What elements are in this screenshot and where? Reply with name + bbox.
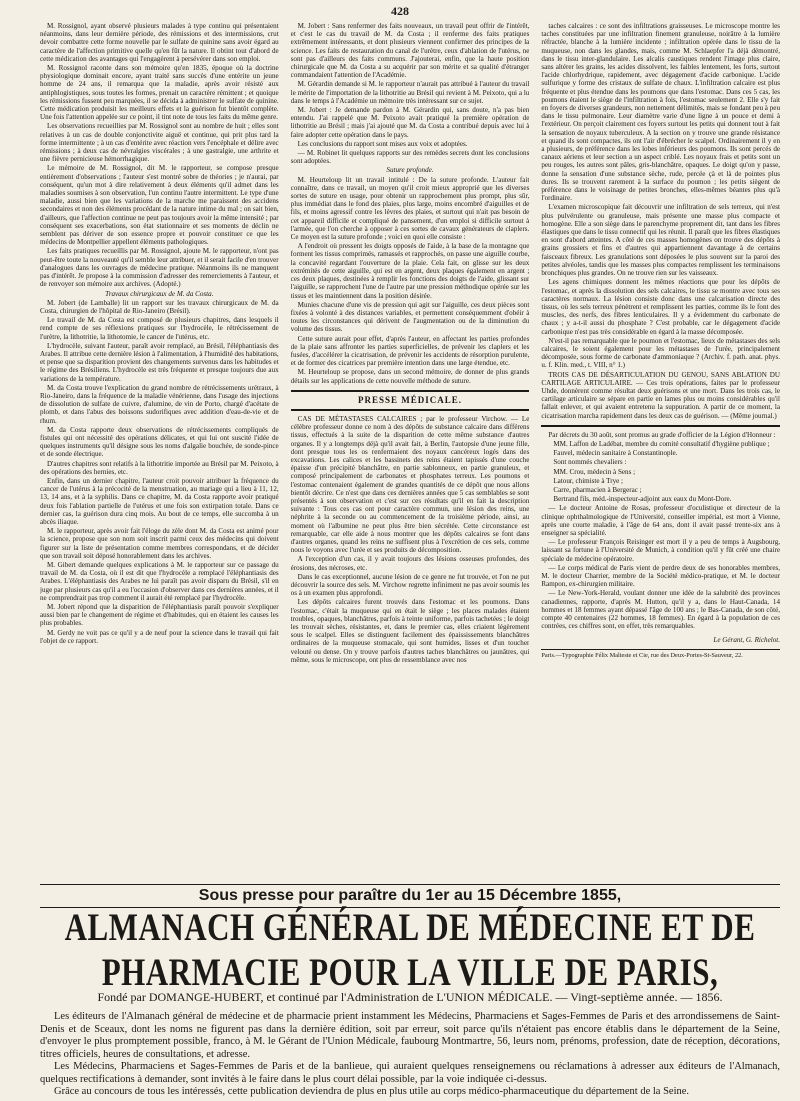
paragraph: CAS DE MÉTASTASES CALCAIRES ; par le professeur Virchow. — Le célèbre professeur donne ce nom à des dépôts de substance calcaire dans différens tissus, effectués à la suite de la disparition de cette même substance d'autres organes. Il y a longtemps déjà qu'il avait fait, à Berlin, l'autopsie d'une jeune fille, dont presque tous les os renfermaient des noyaux cancéreux logés dans des excavations. Les calices et les bassinets des reins étaient tapissés d'une couche épaisse d'un précipité blanchâtre, en partie sablonneux, en partie granuleux, et composé principalement de carbonates et phosphates terreux. Les poumons et l'estomac contenaient également de grandes quantités de ce dépôt que nous allons bientôt décrire. Ce n'est que dans ces dernières années que 5 cas semblables se sont présentés à son observation et c'est sur ces résultats qu'il en fait la description suivante : Tous ces cas ont pour caractère commun, une lésion des reins, une néphrite à la seconde ou au commencement de la troisième période, ainsi, au moment où l'albumine ne peut plus être bien sécrétée. Cette circonstance est remarquable, car elle aide à nous montrer que les dépôts calcaires se font dans d'autres organes, quand les reins ne suffisent plus à l'excrétion de ces sels, comme nous le voyons avec l'urée et ses produits de décomposition. (290, 414, 530, 555)
news-item: — Le docteur Antoine de Rosas, professeur d'oculistique et directeur de la clinique ophthalmologique de l'Université, conseiller impérial, est mort à Vienne, après une courte maladie, à l'âge de 64 ans, dont il avait passé trente-six ans à enseigner sa spécialité. (541, 504, 781, 537)
signature: Le Gérant, G. Richelot. (713, 636, 781, 645)
ad-paragraph: Les Médecins, Pharmaciens et Sages-Femmes de Paris et de la banlieue, qui auraient quelques renseignemens ou réclamations à adresser aux éditeurs de l'Almanach, quelques rectifications à demander, sont invités à le faire dans le plus court délai possible, par la voie indiquée ci-dessus. (40, 1061, 780, 1085)
section-divider (541, 425, 780, 428)
paragraph: M. da Costa trouve l'explication du grand nombre de rétrécissements urétraux, à Rio-Janeiro, dans la fréquence de la maladie vénérienne, dans l'usage des injections de dissolution de sulfate de cuivre, d'alumine, de vin de Porto, chargé d'acétate de plomb, et dans l'abus des boissons sudorifiques avec addition d'eau-de-vie et de rhum. (40, 383, 279, 425)
section-divider (291, 390, 530, 393)
advertisement (40, 884, 780, 1099)
paragraph: Les dépôts calcaires furent trouvés dans l'estomac et les poumons. Dans l'estomac, c'était la muqueuse qui en était le siège ; les places malades étaient troubles, opaques, blanchâtres, parfois à teinte uniforme, parfois tachetées ; le doigt les trouvait sèches, résistantes, et, dans le premier cas, elles criaient légèrement sous le scalpel. Elles se distinguent facilement des épaississements blanchâtres ordinaires de la muqueuse stomacale, qui sont humides, lisses et d'un toucher velouté ou dense. On y trouve parfois d'autres taches blanchâtres ou jaunâtres, qui même, sous le microscope, ont plus de ressemblance avec nos (290, 598, 530, 664)
list-item: MM. Crou, médecin à Sens ; (553, 467, 636, 476)
paragraph: taches calcaires : ce sont des infiltrations graisseuses. Le microscope montre les taches constituées par une infiltration finement granuleuse, noirâtre à la lumière réfractée, blanche à la lumière incidente ; infiltration opérée dans le tissu de la muqueuse, non dans les glandes, mais, comme M. Schlaepfer l'a déjà démontré, dans le tissu inter-glandulaire. Les alcalis caustiques rendent l'image plus claire, sans altérer les grains, les acides dissolvent, les faibles lentement, les forts, surtout l'acide chlorhydrique, rapidement, avec dégagement d'acide carbonique. L'acide sulfurique y forme des cristaux de sulfate de chaux. L'infiltration calcaire est plus fréquente et plus étendue dans les poumons que dans l'estomac. Dans ces 5 cas, les poumons étaient le siège de l'infiltration à fois, l'estomac seulement 2. Elle s'y fait en foyers de diverses grandeurs, non nettement délimités, mais se fondant peu à peu dans le tissu pulmonaire. Leur diamètre varie d'une ligne à un pouce et demi à l'extérieur. On perçoit clairement ces foyers surtout les petits qui donnent tout à fait la sensation de noyaux tuberculeux. A la section on y trouve une grande résistance et quand ils sont compactes, ils ont l'air d'ébrécher le scalpel. Ordinairement il y en a plusieurs, de préférence dans les lobes inférieurs des poumons. Ils sont percés de canaux aériens et leur section a un aspect criblé. Les noyaux frais et petits sont un peu rouges, les autres sont pâles, gris-blanchâtre, opaques. Le doigt qu'on y passe, donne la sensation d'une substance sèche, rude, percée çà et là de pointes plus dures. Ils se trouvent rarement à la surface du poumon ; les petits siègent de préférence dans le voisinage de petites bronches, elles-mêmes béantes plus qu'à l'ordinaire. (541, 22, 781, 203)
imprint: Paris.—Typographie Félix Malteste et Cie, rue des Deux-Portes-St-Sauveur, 22. (541, 649, 780, 660)
list-item: MM. Laffon de Ladébat, membre du comité consultatif d'hygiène publique ; (553, 439, 770, 448)
paragraph: Munies chacune d'une vis de pression qui agit sur l'aiguille, ces deux pièces sont fixées à volonté à des distances variables, et permettent conséquemment d'obéir à toutes les circonstances qui dérivent de l'augmentation ou de la diminution du volume des tissus. (290, 300, 530, 334)
paragraph: D'autres chapitres sont relatifs à la lithotritie importée au Brésil par M. Peixoto, à des opérations des hernies, etc. (40, 459, 279, 476)
paragraph: M. Jobert : Je demande pardon à M. Gérardin qui, sans doute, n'a pas bien entendu. J'ai rappelé que M. Peixoto avait pratiqué la première opération de lithotritie au Brésil ; mais j'ai ajouté que M. da Costa a contribué depuis avec lui à faire adopter cette opération dans le pays. (290, 106, 530, 139)
page-number: 428 (391, 4, 409, 18)
paragraph: Cette suture aurait pour effet, d'après l'auteur, en affectant les parties profondes de la plaie sans affronter les parties superficielles, de prévenir les claplers et les fusées, d'accélérer la cicatrisation, de prévenir les accidents de résorption purulente, et de former des cicatrices par première intention dans une large étendue, etc. (290, 334, 530, 368)
section-heading: PRESSE MÉDICALE. (357, 394, 463, 405)
section-subtitle: Travaux chirurgicaux de M. da Costa. (105, 289, 214, 298)
ad-paragraph: Grâce au concours de tous les intéressés, cette publication deviendra de plus en plus utile au corps médico-pharmaceutique du département de la Seine. (54, 1086, 690, 1097)
paragraph: TROIS CAS DE DÉSARTICULATION DU GENOU, SANS ABLATION DU CARTILAGE ARTICULAIRE. — Ces trois opérations, faites par le professeur Uhde, donnèrent comme résultat deux guérisons et une mort. Dans les trois cas, le cartilage articulaire se sépare en partie en lames plus ou moins considérables qu'il fallait enlever, et qui avaient entretenu la suppuration. A partir de ce moment, la cicatrisation marcha rapidement dans les deux cas de guérison. — (Même journal.) (541, 370, 781, 420)
paragraph: M. Heurteloup lit un travail intitulé : De la suture profonde. L'auteur fait connaître, dans ce travail, un moyen qu'il croit mieux approprié que les diverses sortes de suture en usage, pour obtenir un rapprochement plus prompt, plus sûr, plus immédiat dans le fond des plaies, plus large, moins encombré d'aiguilles et de fils, et moins agressif contre les lèvres des plaies, et surtout qui n'ait pas besoin de cet appareil difficile et compliqué de pansement, d'un emploi si difficile surtout à l'armée, que l'on cherche à opposer à ces sortes de cavaux générateurs de claplers. Ce moyen est la suture profonde ; voici en quoi elle consiste : (290, 175, 530, 242)
list-item: Bertrand fils, méd.-inspecteur-adjoint aux eaux du Mont-Dore. (553, 495, 732, 504)
paragraph: M. Rossignol, ayant observé plusieurs malades à type continu qui présentaient néanmoins, dans leur dernière période, des rémissions et des intermissions, crut devoir combattre cette forme nouvelle par le sulfate de quinine sans avoir égard au caractère de l'affection primitive quelle qu'en fût la nature. Il obtint tout d'abord de cette médication des avantages qui l'engagèrent à persévérer dans son emploi. (40, 22, 279, 63)
paragraph: M. Gibert demande quelques explications à M. le rapporteur sur ce passage du travail de M. da Costa, où il est dit que l'hydrocèle a remplacé l'éléphantiasis des Arabes. L'éléphantiasis des Arabes ne lui paraît pas avoir disparu du Brésil, s'il en juge par plusieurs cas qu'il a eu l'occasion d'observer dans ces dernières années, et il ne comprendrait pas trop comment il aurait été remplacé par l'hydrocèle. (40, 561, 279, 602)
paragraph: Enfin, dans un dernier chapitre, l'auteur croit pouvoir attribuer la fréquence du cancer de l'utérus à la précocité de la menstruation, au mariage qui a lieu à 11, 12, 13, 14 ans, et à la syphilis. Dans ce chapitre, M. da Costa rapporte avoir pratiqué deux fois l'ablation partielle de l'utérus et une fois son extirpation totale. Dans ce dernier cas, la guérison dura cinq mois. Au bout de ce temps, elle succomba à un abcès iliaque. (40, 476, 279, 526)
paragraph: M. Gerdy ne voit pas ce qu'il y a de neuf pour la science dans le travail qui fait l'objet de ce rapport. (40, 628, 279, 645)
paragraph: — M. Robinet lit quelques rapports sur des remèdes secrets dont les conclusions sont adoptées. (290, 149, 530, 166)
decree-intro: Par décrets du 30 août, sont promus au grade d'officier de la Légion d'Honneur : (548, 430, 776, 439)
paragraph: M. Jobert répond que la disparition de l'éléphantiasis paraît pouvoir s'expliquer aussi bien par le changement de régime et d'habitudes, qui en étaient les causes les plus probables. (40, 603, 279, 628)
paragraph: M. Gérardin demande si M. le rapporteur n'aurait pas attribué à l'auteur du travail le mérite de l'importation de la lithotritie au Brésil qui revient à M. Peixoto, qui a lu dans le temps à l'Académie un mémoire très intéressant sur ce sujet. (290, 80, 530, 105)
paragraph: L'examen microscopique fait découvrir une infiltration de sels terreux, qui n'est plus pulvérulente ou granuleuse, mais présente une masse plus compacte et homogène. Elle a son siège dans le parenchyme proprement dit, tant dans les fibres élastiques que dans le tissu connectif qui les réunit. Il paraît que les fibres élastiques en sont d'abord atteintes. A côté de ces masses homogènes on trouve des dépôts à grains grossiers et fins et d'autres qui appartiennent davantage à de certains faisceaux fibreux. Les granulations sont déposées le plus souvent sur la paroi des petites alvéoles, tandis que les masses plus compactes remplissent les terminaisons bronchiques plus grandes. On ne trouve rien sur les vaisseaux. (541, 203, 781, 278)
column-3 (541, 22, 780, 877)
paragraph: M. le rapporteur, après avoir fait l'éloge du zèle dont M. da Costa est animé pour la science, propose que son nom soit inscrit parmi ceux des médecins qui doivent figurer sur la liste de présentation comme membres correspondans, et de décider que son travail soit déposé honorablement dans les archives. (40, 527, 279, 560)
section-divider (291, 409, 530, 412)
paragraph: Le mémoire de M. Rossignol, dit M. le rapporteur, se compose presque entièrement d'observations ; l'auteur s'est montré sobre de théories ; je n'aurai, par conséquent, qu'un mot à dire relativement à deux éléments qu'il admet dans les maladies soumises à son observation, l'un continu l'autre intermittent. Le type d'une maladie, aussi bien que les variations de la marche me paraissent des accidens secondaires et non des éléments procédant de la nature intime du mal ; on sait bien, d'ailleurs, que l'affection continue ne peut pas toujours avoir la même intensité ; par conséquent ses exacerbations, son état stationnaire et ses moments de déclin ne semblent pas dériver de son essence propre et pouvoir constituer ce que les médecins de Montpellier appellent éléments pathologiques. (40, 164, 279, 247)
paragraph: A l'exception d'un cas, il y avait toujours des lésions osseuses profondes, des érosions, des nécroses, etc. (290, 555, 530, 572)
paragraph: M. Heurteloup se propose, dans un second mémoire, de donner de plus grands détails sur les applications de cette nouvelle méthode de suture. (290, 368, 530, 385)
ad-title: ALMANACH GÉNÉRAL DE MÉDECINE ET DE PHARMACIE POUR LA VILLE DE PARIS, (64, 905, 756, 994)
paragraph: Le travail de M. da Costa est composé de plusieurs chapitres, dans lesquels il rend compte de ses réflexions pratiques sur l'hydrocèle, le rétrécissement de l'urètre, la lithotritie, la lithotomie, le cancer de l'utérus, etc. (40, 316, 279, 341)
ad-banner: Sous presse pour paraître du 1er au 15 Décembre 1855, (40, 884, 780, 908)
article-columns (40, 22, 780, 877)
paragraph: M. da Costa rapporte deux observations de rétrécissements compliqués de fistules qui ont nécessité des opérations délicates, et qui lui ont suscité l'idée de quelques instruments qu'il désigne sous les noms d'algalie bouchée, de sonde-pince et de sonde électrique. (40, 425, 279, 459)
paragraph: Les agens chimiques donnent les mêmes réactions que pour les dépôts de l'estomac, et après la dissolution des sels calcaires, le tissu se montre avec tous ses caractères normaux. La lésion consiste donc dans une calcarisation directe des tissus, où les sels terreux pénètrent et remplissent les parties, comme ils le font des muscles, des nerfs, des fibres lenticulaires. Il y a évidemment du carbonate de chaux ; y a-t-il aussi du phosphate ? C'est probable, car le dégagement d'acide carbonique n'est pas très considérable en égard à la masse décomposée. (541, 278, 781, 336)
paragraph: N'est-il pas remarquable que le poumon et l'estomac, lieux de métastases des sels calcaires, le soient également pour les métastases de l'urée, principalement décomposée, sous forme de carbonate d'ammoniaque ? (Archiv. f. path. anat. phys. u. f. Klin. med., t. VIII, n° 1.) (541, 336, 781, 370)
paragraph: M. Rossignol raconte dans son mémoire qu'en 1835, époque où la doctrine physiologique dominait encore, ayant traité sans succès d'une entérite un jeune homme de 24 ans, il remarqua que la maladie, après avoir résisté aux antiphlogistiques, sous toutes les formes, prenait un caractère rémittent ; et quoique les rémissions fussent peu marquées, il se décida à administrer le sulfate de quinine. Cette médication produisit les meilleurs effets et la guérison fut bientôt complète. Une fois l'attention appelée sur ce point, il tint note de tous les faits du même genre. (40, 64, 279, 122)
column-2 (291, 22, 530, 877)
list-item: Carre, pharmacien à Bergerac ; (553, 485, 642, 494)
ad-paragraph: Les éditeurs de l'Almanach général de médecine et de pharmacie prient instamment les Médecins, Pharmaciens et Sages-Femmes de Paris et des arrondissemens de Saint-Denis et de Sceaux, dont les noms ne figurent pas dans la dernière édition, soit par erreur, soit parce qu'ils n'étaient pas encore établis dans le département de la Seine, d'envoyer le plus promptement possible, franco, à M. le Gérant de l'Union Médicale, faubourg Montmartre, 56, leurs nom, prénoms, profession, date de réception, décorations, titres officiels, heures de consultations, et adresse. (40, 1011, 780, 1060)
column-1 (40, 22, 279, 877)
news-item: — Le corps médical de Paris vient de perdre deux de ses honorables membres, M. le docteur Charrier, membre de la Société médico-pratique, et M. le docteur Rampon, ex-chirurgien militaire. (541, 563, 781, 589)
paragraph: Les conclusions du rapport sont mises aux voix et adoptées. (297, 139, 468, 148)
paragraph: A l'endroit où pressent les doigts opposés de l'aide, à la base de la montagne que forment les tissus comprimés, ramassés et rapprochés, on passe une aiguille courbe, la concavité regardant l'ouverture de la plaie. Cela fait, on glisse sur les deux extrémités de cette aiguille, qui est en argent, deux plaques également en argent ; ces deux plaques, destinées à remplir les fonctions des doigts de l'aide, glissant sur l'aiguille, se rapprochent l'une de l'autre par une pression méthodique opérée sur les tissus et les maintiennent dans la position désirée. (290, 242, 530, 300)
paragraph: M. Jobert (de Lamballe) lit un rapport sur les travaux chirurgicaux de M. da Costa, chirurgien de l'hôpital de Rio-Janeiro (Brésil). (40, 298, 279, 315)
list-item: Fauvel, médecin sanitaire à Constantinople. (553, 449, 678, 458)
news-item: — Le New-York-Herald, voulant donner une idée de la salubrité des provinces canadiennes, rapporte, d'après M. Hutton, qu'il y a, dans le Haut-Canada, 14 hommes et 18 femmes ayant dépassé l'âge de 100 ans ; le Bas-Canada, de son côté, compte 40 centenaires (22 hommes, 18 femmes). En égard à la population de ces contrées, ces chiffres sont, en effet, très remarquables. (541, 589, 781, 631)
paragraph: L'hydrocèle, suivant l'auteur, paraît avoir remplacé, au Brésil, l'éléphantiasis des Arabes. Il attribue cette dernière lésion à l'alimentation, à l'humidité des habitations, et pense que sa disparition provient des changements survenus dans les habitudes et le régime des Brésiliens. L'hydrocèle est très fréquente et presque toujours due aux variations de la température. (40, 341, 279, 383)
list-item: Sont nommés chevaliers : (553, 458, 627, 467)
paragraph: M. Jobert : Sans renfermer des faits nouveaux, un travail peut offrir de l'intérêt, et c'est le cas du travail de M. da Costa ; il renferme des faits pratiques extrêmement intéressants, et dont plusieurs viennent confirmer des principes de la science. Les faits de restauration du canal de l'urètre, ceux d'ablation de l'utérus, ne sont pas d'ailleurs des faits communs. J'ajouterai, enfin, que la haute position chirurgicale que M. da Costa a su acquérir par son mérite et sa qualité d'étranger commandaient l'attention de l'Académie. (290, 22, 530, 80)
paragraph: Dans le cas exceptionnel, aucune lésion de ce genre ne fut trouvée, et l'on ne put découvrir la source des sels. M. Virchow regrette infiniment ne pas avoir soumis les os à un examen plus approfondi. (290, 572, 530, 598)
list-item: Latour, chimiste à Trye ; (553, 476, 624, 485)
paragraph: Les observations recueillies par M. Rossignol sont au nombre de huit ; elles sont relatives à un cas de double conjonctivite aiguë et continue, qui prit plus tard la forme intermittente ; à un cas d'entérite avec réaction vers l'encéphale et délire avec rémissions ; à deux cas de névralgies viscérales ; à une gastralgie, une arthrite et une fièvre pernicieuse hémorrhagique. (40, 122, 279, 164)
ad-founded-line: Fondé par DOMANGE-HUBERT, et continué par l'Administration de L'UNION MÉDICALE. — Vingt-septième année. — 1856. (97, 990, 723, 1004)
paragraph: Les faits pratiques recueillis par M. Rossignol, ajoute M. le rapporteur, n'ont pas peut-être toute la nouveauté qu'il semble leur attribuer, et il serait facile d'en trouver d'analogues dans les ouvrages de médecine pratique. Néanmoins ils ne manquent pas d'intérêt. Je propose à la commission d'adresser des remerciements à l'auteur, et de renvoyer son mémoire aux archives. (Adopté.) (40, 247, 279, 289)
section-subtitle: Suture profonde. (386, 166, 434, 175)
news-item: — Le professeur François Reisinger est mort il y a peu de temps à Augsbourg, laissant sa fortune à l'Université de Munich, à condition qu'il y fût créé une chaire spéciale de médecine opératoire. (541, 538, 781, 563)
